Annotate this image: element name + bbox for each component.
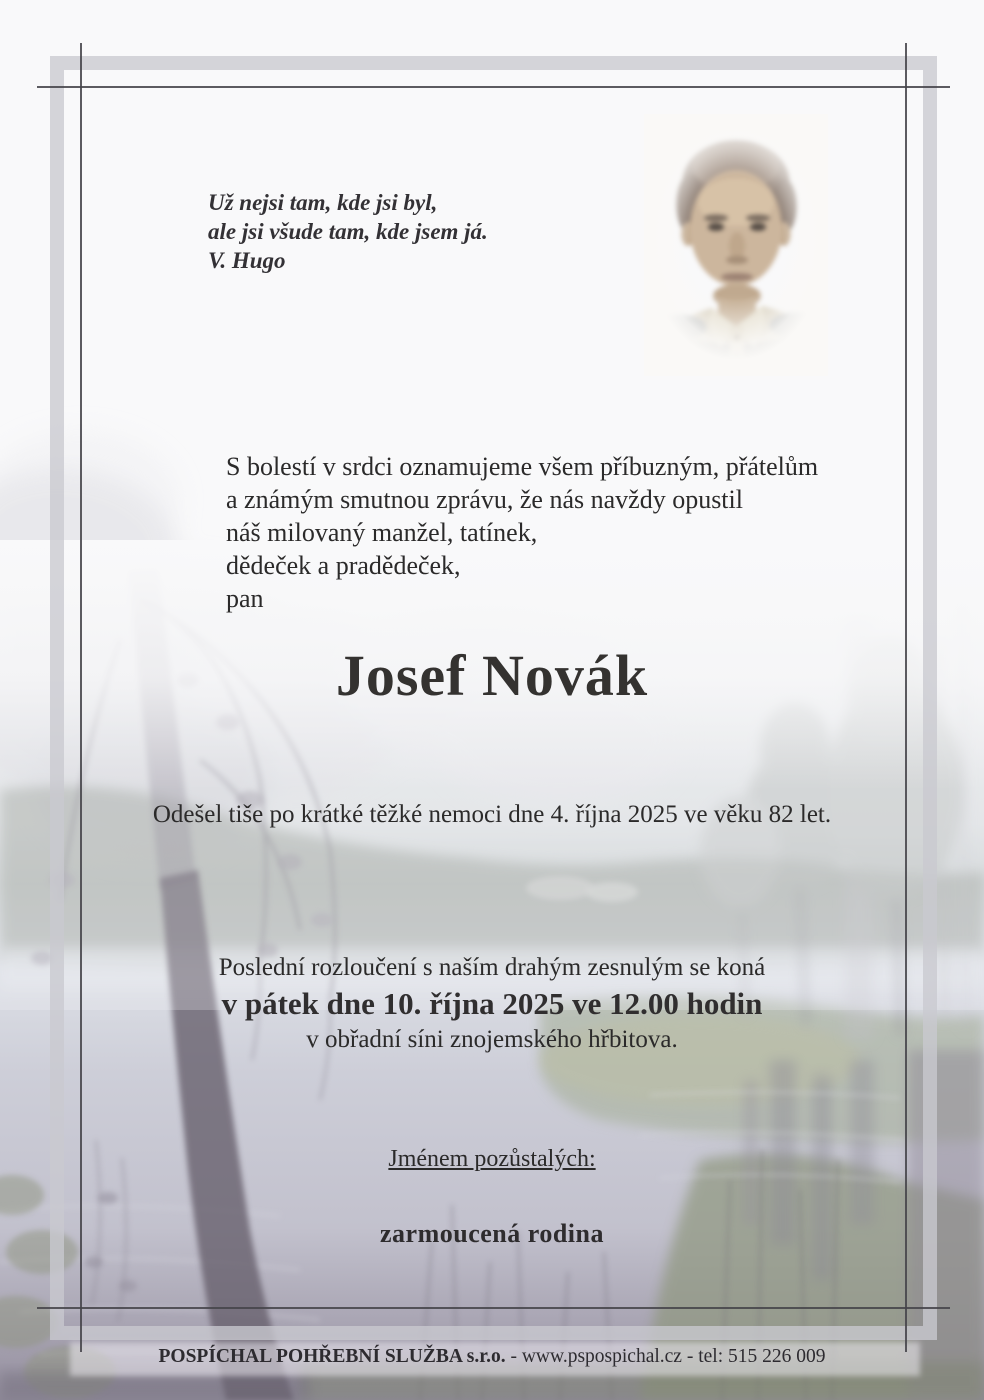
announcement-line: náš milovaný manžel, tatínek, [226,518,538,547]
footer-separator: - [681,1346,699,1367]
ceremony-intro: Poslední rozloučení s naším drahým zesnulým se koná [218,954,766,981]
announcement-text [226,450,818,615]
funeral-service-footer [0,1346,984,1368]
deceased-portrait-photo [650,120,822,370]
ceremony-details [0,952,984,1056]
closing-label: Jménem pozůstalých: [388,1146,596,1172]
frame-line-top [37,86,950,88]
announcement-line: dědeček a pradědeček, [226,551,461,580]
memorial-quote [208,188,488,275]
ceremony-date-time: v pátek dne 10. října 2025 ve 12.00 hodin [221,986,763,1021]
announcement-line: a známým smutnou zprávu, že nás navždy opustil [226,485,743,514]
funeral-company-website: www.pspospichal.cz [521,1346,682,1367]
quote-line: ale jsi všude tam, kde jsem já. [208,219,488,244]
frame-line-bottom [37,1307,950,1309]
quote-line: Už nejsi tam, kde jsi byl, [208,190,438,215]
ceremony-place: v obřadní síni znojemského hřbitova. [306,1026,678,1053]
funeral-company-name: POSPÍCHAL POHŘEBNÍ SLUŽBA s.r.o. [158,1346,506,1367]
family-signature: zarmoucená rodina [380,1219,604,1248]
funeral-company-phone: tel: 515 226 009 [698,1346,826,1367]
announcement-line: pan [226,584,264,613]
footer-separator: - [505,1346,522,1367]
announcement-line: S bolestí v srdci oznamujeme všem příbuzným, přátelům [226,452,819,481]
passing-statement: Odešel tiše po krátké těžké nemoci dne 4. října 2025 ve věku 82 let. [152,801,832,828]
quote-author: V. Hugo [208,248,286,273]
deceased-name: Josef Novák [335,643,649,708]
